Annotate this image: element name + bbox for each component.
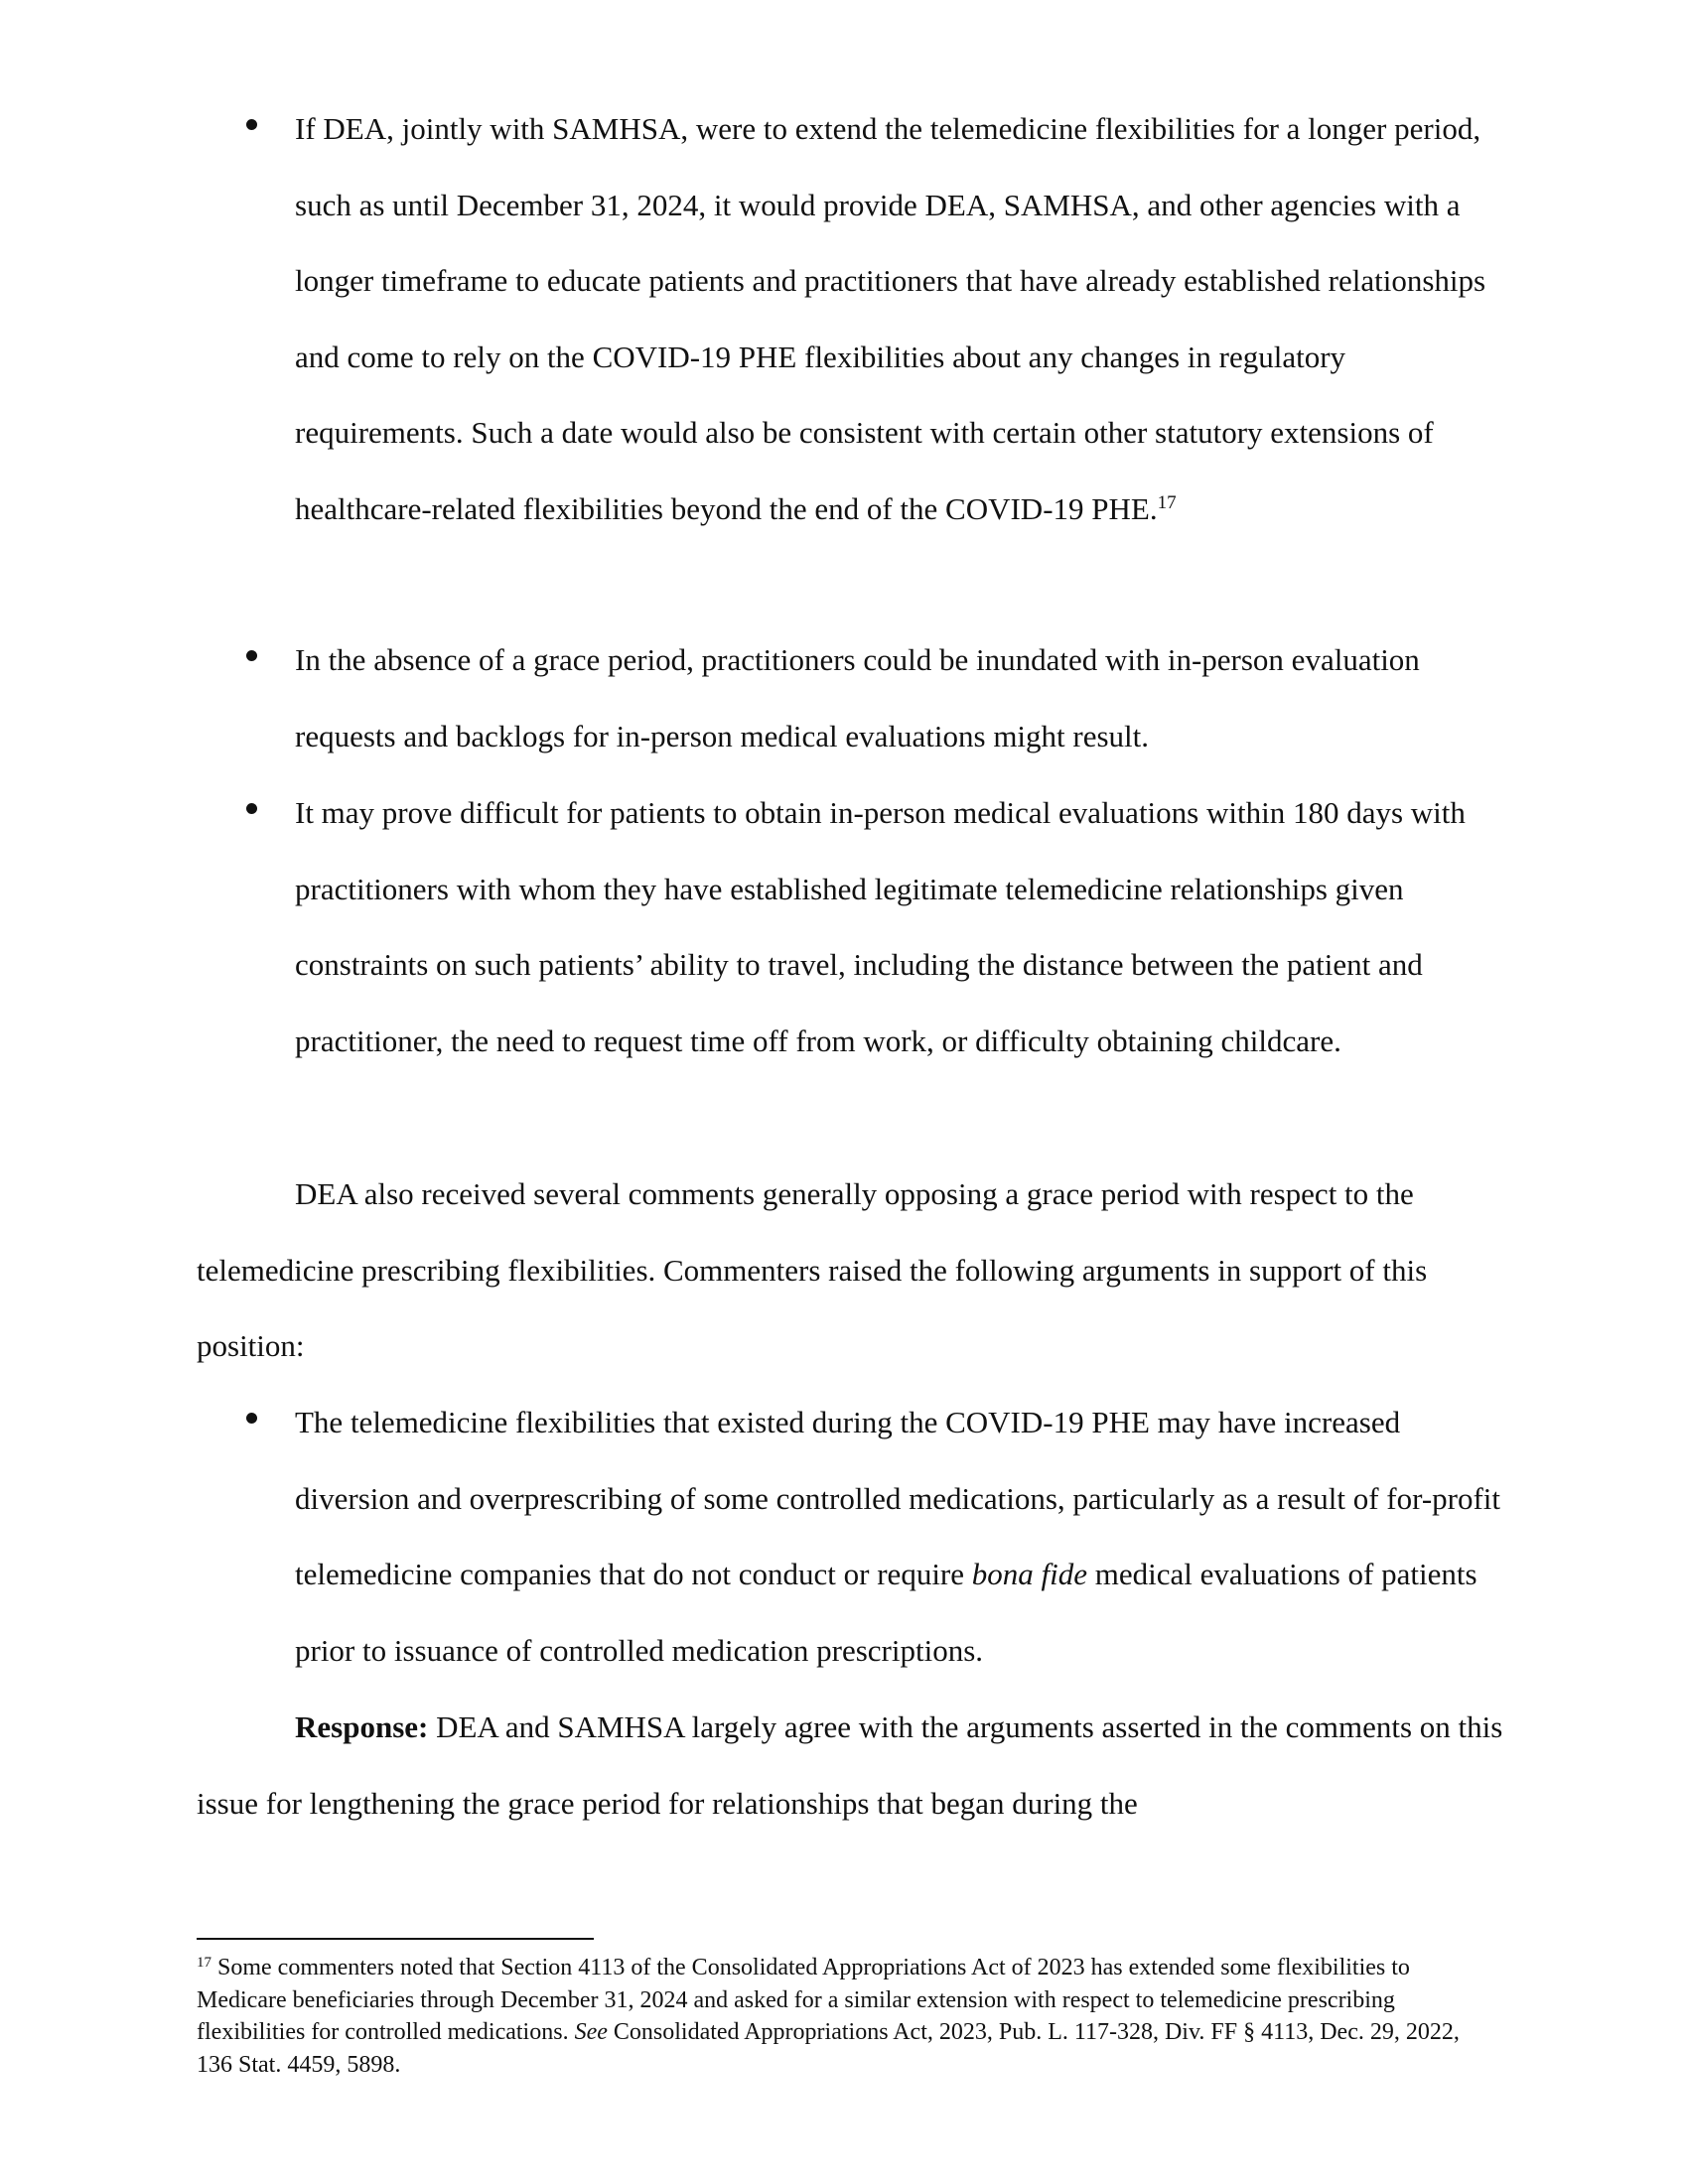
- bullet-dot-icon: [246, 1413, 257, 1424]
- bullet-text: [295, 1385, 1506, 1689]
- footnote-text-before: Some commenters noted that Section 4113 of the Consolidated Appropriations Act of 2023 has extended some flexibilities to Medicare beneficiaries through December 31, 2024 and asked for a similar extension with respect to telemedicine prescribing flexibilities for controlled medications.: [197, 1955, 1410, 2045]
- bullet-text: [295, 622, 1506, 774]
- bullet-text-content: If DEA, jointly with SAMHSA, were to extend the telemedicine flexibilities for a longer period, such as until December 31, 2024, it would provide DEA, SAMHSA, and other agencies with a longer timeframe to educate patients and practitioners that have already established relationships and come to rely on the COVID-19 PHE flexibilities about any changes in regulatory requirements. Such a date would also be consistent with certain other statutory extensions of healthcare-related flexibilities beyond the end of the COVID-19 PHE.: [295, 111, 1486, 526]
- bullet-text-content: It may prove difficult for patients to obtain in-person medical evaluations within 180 days with practitioners with whom they have established legitimate telemedicine relationships given constraints on such patients’ ability to travel, including the distance between the patient and practitioner, the need to request time off from work, or difficulty obtaining childcare.: [295, 795, 1466, 1058]
- response-label: Response:: [295, 1709, 429, 1744]
- bullet-text-content: In the absence of a grace period, practitioners could be inundated with in-person evaluation requests and backlogs for in-person medical evaluations might result.: [295, 642, 1420, 753]
- footnote-text-italic: See: [574, 2019, 608, 2045]
- footnote-separator: [197, 1938, 594, 1940]
- response-paragraph: [197, 1690, 1507, 1842]
- bullet-text: [295, 775, 1506, 1079]
- bullet-text-before: The telemedicine flexibilities that existed during the COVID-19 PHE may have increased diversion and overprescribing of some controlled medications, particularly as a result of for-profit telemedicine companies that do not conduct or require: [295, 1405, 1501, 1591]
- footnote-text-after: Consolidated Appropriations Act, 2023, Pub. L. 117-328, Div. FF § 4113, Dec. 29, 2022, 136 Stat. 4459, 5898.: [197, 2019, 1460, 2078]
- bullet-dot-icon: [246, 803, 257, 814]
- bullet-dot-icon: [246, 650, 257, 661]
- bullet-text: [295, 91, 1506, 547]
- footnote-reference[interactable]: 17: [1157, 491, 1177, 513]
- footnote-number: 17: [197, 1955, 211, 1971]
- bullet-text-after: medical evaluations of patients prior to issuance of controlled medication prescriptions.: [295, 1557, 1477, 1668]
- bullet-dot-icon: [246, 119, 257, 130]
- body-paragraph: DEA also received several comments generally opposing a grace period with respect to the telemedicine prescribing flexibilities. Commenters raised the following arguments in support of this position:: [197, 1176, 1428, 1363]
- footnote: [197, 1952, 1497, 2081]
- bullet-text-italic: bona fide: [971, 1557, 1088, 1591]
- response-text: DEA and SAMHSA largely agree with the arguments asserted in the comments on this issue for lengthening the grace period for relationships that began during the: [197, 1709, 1503, 1821]
